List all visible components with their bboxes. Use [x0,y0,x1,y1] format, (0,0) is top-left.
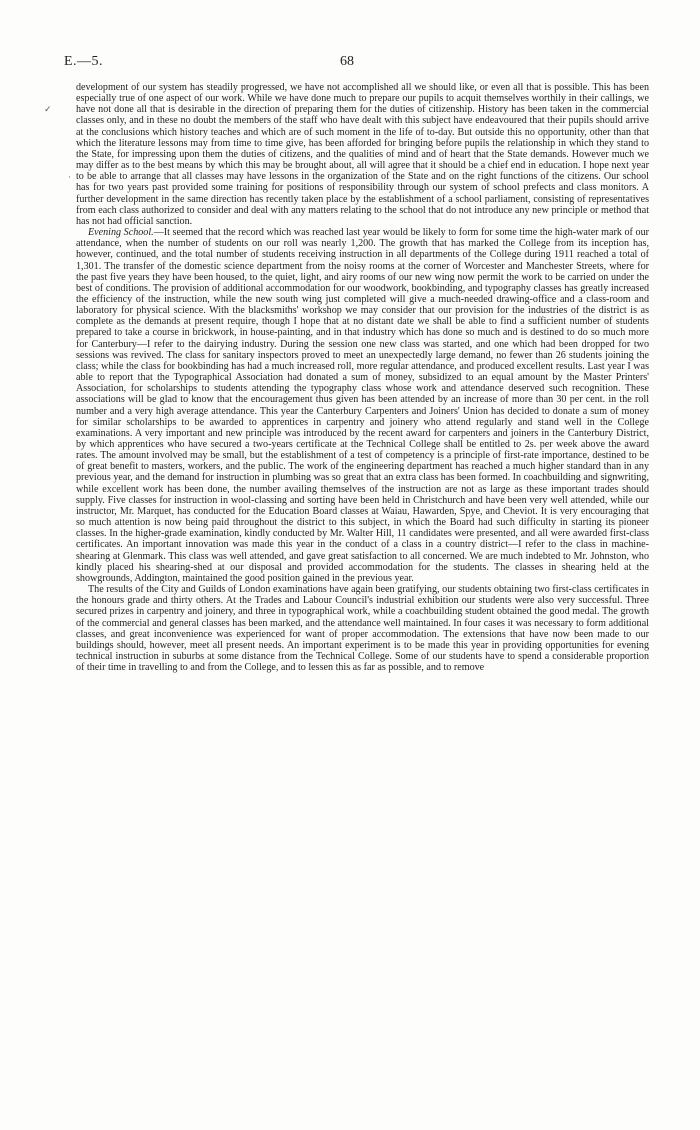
paragraph-examinations [76,584,649,673]
margin-mark: ✓ [44,104,52,114]
paragraph-evening-school [76,227,649,584]
page-number: 68 [340,54,354,69]
paragraph-citizenship [76,82,649,227]
paragraph-text: The results of the City and Guilds of London examinations have again been gratifying, our students obtaining two first-class certificates in the honours grade and thirty others. At the Trades and Labour Council's industrial exhibition our students were also very successful. Three secured prizes in carpentry and joinery, and three in typographical work, while a coachbuilding student obtained the good medal. The growth of the commercial and general classes has been marked, and the attendance well maintained. In four cases it was necessary to form additional classes, and great inconvenience was experienced for want of proper accommodation. The extensions that have now been made to our buildings should, however, meet all present needs. An important experiment is to be made this year in providing opportunities for evening technical instruction in suburbs at some distance from the Technical College. Some of our students have to spend a considerable proportion of their time in travelling to and from the College, and to lessen this as far as possible, and to remove [76,584,649,674]
document-reference: E.—5. [64,54,104,69]
paragraph-text: —It seemed that the record which was reached last year would be likely to form for some time the high-water mark of our attendance, when the number of students on our roll was nearly 1,200. The growth that has marked the College from its inception has, however, continued, and the total number of students receiving instruction in all departments of the College during 1911 reached a total of 1,301. The transfer of the domestic science department from the noisy rooms at the corner of Worcester and Manchester Streets, where for the past five years they have been housed, to the quiet, light, and airy rooms of our new wing now permit the work to be carried on under the best of conditions. The provision of additional accommodation for our woodwork, bookbinding, and typography classes has greatly increased the efficiency of the instruction, while the new south wing just completed will give a much-needed drawing-office and a class-room and laboratory for physical science. With the blacksmiths' workshop we may consider that our provision for the industries of the district is as complete as the demands at present require, though I hope that at no distant date we shall be able to find a sufficient number of students prepared to take a course in brickwork, in house-painting, and in that industry which has done so much and is destined to do so much more for Canterbury—I refer to the dairying industry. During the session one new class was started, and one which had been dropped for two sessions was revived. The class for sanitary inspectors proved to meet an unexpectedly large demand, no fewer than 26 students joining the class; while the class for bookbinding has had a much increased roll, more regular attendance, and produced excellent results. Last year I was able to report that the Typographical Association had donated a sum of money, subsidized to an equal amount by the Master Printers' Association, for scholarships to students attending the typography class whose work and attendance deserved such recognition. These associations will be glad to know that the encouragement thus given has been attended by an increase of more than 30 per cent. in the roll number and a very high average attendance. This year the Canterbury Carpenters and Joiners' Union has decided to donate a sum of money for similar scholarships to be awarded to apprentices in carpentry and joinery who attend regularly and stand well in the College examinations. A very important and new principle was introduced by the recent award for carpenters and joiners in the Canterbury District, by which apprentices who have secured a two-years certificate at the Technical College shall be entitled to 2s. per week above the award rates. The amount involved may be small, but the establishment of a test of competency is a principle of first-rate importance, destined to be of great benefit to masters, workers, and the public. The work of the engineering department has reached a much higher standard than in any previous year, and the demand for instruction in plumbing was so great that an extra class has been formed. In coachbuilding and signwriting, while excellent work has been done, the number availing themselves of the instruction are not as large as these important trades should supply. Five classes for instruction in wool-classing and sorting have been held in Christchurch and have been very well attended, while our instructor, Mr. Marquet, has conducted for the Education Board classes at Waiau, Hawarden, Spye, and Cheviot. It is very encouraging that so much attention is now being paid throughout the district to this subject, in which the Board had such difficulty in starting its pioneer classes. In the higher-grade examination, kindly conducted by Mr. Walter Hill, 11 candidates were presented, and all were awarded first-class certificates. An important innovation was made this year in the conduct of a class in a country district—I refer to the class in machine-shearing at Glenmark. This class was well attended, and gave great satisfaction to all concerned. We are much indebted to Mr. Johnston, who kindly placed his shearing-shed at our disposal and provided accommodation for the students. The classes in shearing held at the showgrounds, Addington, maintained the good position gained in the previous year. [76,227,649,584]
paragraph-lead-heading: Evening School. [88,227,154,239]
paragraph-text: development of our system has steadily progressed, we have not accomplished all we should like, or even all that is possible. This has been especially true of one aspect of our work. While we have done much to prepare our pupils to acquit themselves worthily in their callings, we have not done all that is desirable in the direction of preparing them for the duties of citizenship. History has been taken in the commercial classes only, and in these no doubt the members of the staff who have dealt with this subject have endeavoured that their pupils should arrive at the conclusions which history teaches and which are of such moment in the life of to-day. But outside this no opportunity, other than that which the literature lessons may from time to time give, has been afforded for bringing before pupils the relationship in which they stand to the State, for impressing upon them the duties of citizens, and the qualities of mind and of heart that the State demands. However much we may differ as to the best means by which this may be brought about, all will agree that it should be a chief end in education. I hope next year to be able to arrange that all classes may have lessons in the organization of the State and on the right functions of the citizens. Our school has for two years past provided some training for positions of responsibility through our system of school prefects and class monitors. A further development in the same direction has recently taken place by the establishment of a school parliament, consisting of representatives from each class authorized to consider and deal with any matters relating to the school that do not introduce any new principle or method that has not had official sanction. [76,82,649,227]
body-text [76,82,649,673]
page-header [64,54,664,70]
margin-mark: · [68,172,71,182]
